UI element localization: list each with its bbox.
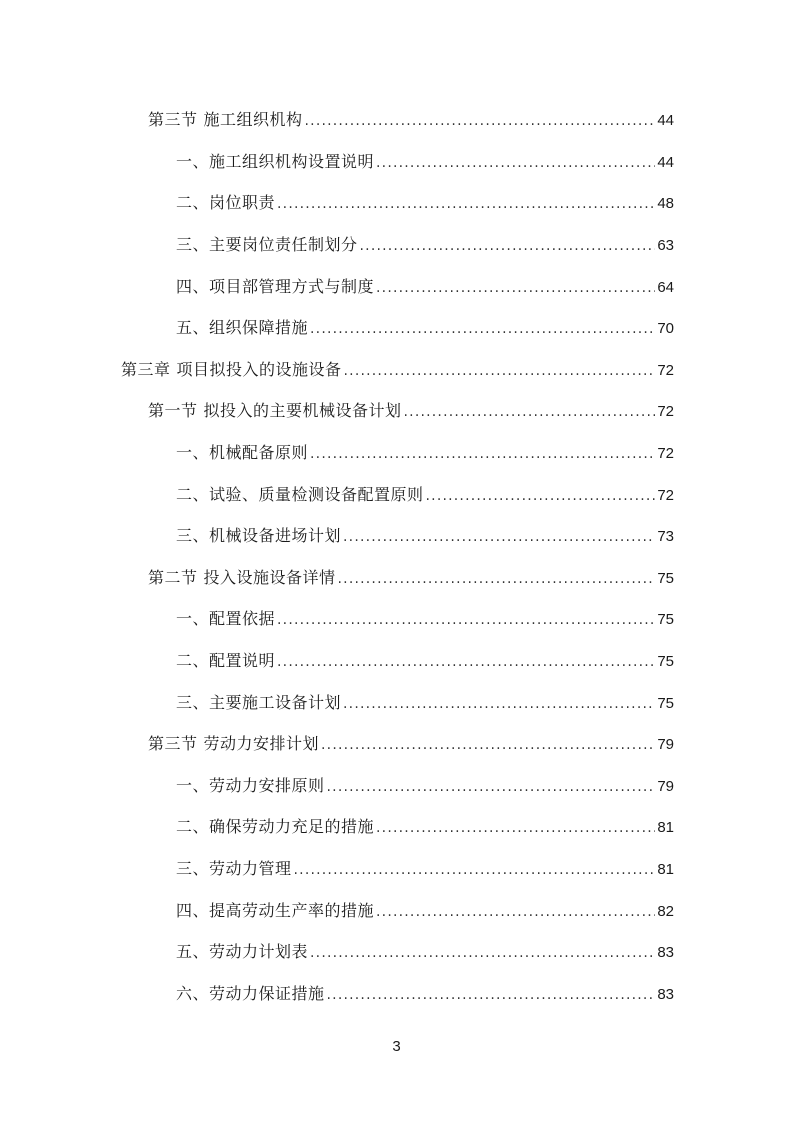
toc-entry-title: 五、组织保障措施	[176, 318, 309, 338]
toc-entry-page: 48	[657, 195, 674, 213]
toc-entry-page: 82	[657, 902, 674, 920]
toc-entry[interactable]	[0, 722, 793, 764]
dot-leader	[321, 737, 655, 753]
toc-entry-page: 72	[657, 486, 674, 504]
toc-entry-title: 六、劳动力保证措施	[176, 983, 325, 1003]
dot-leader	[277, 654, 655, 670]
toc-entry-page: 83	[657, 985, 674, 1003]
toc-entry-page: 44	[657, 112, 674, 130]
dot-leader	[327, 779, 656, 795]
toc-entry-page: 75	[657, 569, 674, 587]
toc-entry[interactable]	[0, 389, 793, 431]
dot-leader	[277, 196, 655, 212]
toc-entry-title: 三、主要施工设备计划	[176, 692, 342, 712]
toc-entry-title: 四、提高劳动生产率的措施	[176, 900, 375, 920]
toc-entry[interactable]	[0, 472, 793, 514]
toc-entry[interactable]	[0, 181, 793, 223]
toc-entry-title: 一、施工组织机构设置说明	[176, 151, 375, 171]
toc-entry-page: 73	[657, 528, 674, 546]
toc-entry-number: 第一节	[148, 401, 198, 421]
toc-entry-number: 第二节	[148, 567, 198, 587]
dot-leader	[360, 238, 656, 254]
toc-entry[interactable]	[0, 223, 793, 265]
toc-entry[interactable]	[0, 556, 793, 598]
toc-entry-page: 75	[657, 653, 674, 671]
dot-leader	[310, 321, 655, 337]
page-number: 3	[392, 1038, 401, 1055]
toc-entry-title: 二、配置说明	[176, 651, 276, 671]
toc-entry-page: 72	[657, 445, 674, 463]
toc-entry-title: 三、主要岗位责任制划分	[176, 235, 358, 255]
toc-entry-page: 72	[657, 361, 674, 379]
dot-leader	[344, 363, 656, 379]
toc-entry-page: 70	[657, 320, 674, 338]
toc-entry-title: 拟投入的主要机械设备计划	[203, 401, 402, 421]
toc-entry[interactable]	[0, 847, 793, 889]
toc-entry-number: 第三节	[148, 110, 198, 130]
toc-entry-title: 投入设施设备详情	[203, 567, 336, 587]
toc-entry-title: 一、配置依据	[176, 609, 276, 629]
toc-entry-title: 项目拟投入的设施设备	[176, 359, 342, 379]
toc-entry-page: 83	[657, 944, 674, 962]
toc-entry[interactable]	[0, 140, 793, 182]
toc-entry-page: 81	[657, 819, 674, 837]
toc-entry[interactable]	[0, 764, 793, 806]
dot-leader	[426, 488, 656, 504]
toc-entry[interactable]	[0, 348, 793, 390]
toc-entry-page: 79	[657, 736, 674, 754]
toc-entry-number: 第三节	[148, 734, 198, 754]
toc-entry[interactable]	[0, 306, 793, 348]
toc-entry-label	[148, 107, 303, 130]
dot-leader	[310, 446, 655, 462]
toc-entry-title: 三、劳动力管理	[176, 858, 292, 878]
dot-leader	[376, 904, 655, 920]
toc-entry-label	[148, 565, 336, 588]
toc-entry[interactable]	[0, 639, 793, 681]
toc-entry-label	[121, 357, 342, 380]
toc-entry-title: 五、劳动力计划表	[176, 942, 309, 962]
toc-entry-page: 44	[657, 153, 674, 171]
toc-entry[interactable]	[0, 805, 793, 847]
dot-leader	[376, 280, 655, 296]
toc-entry-label	[148, 398, 402, 421]
dot-leader	[327, 987, 656, 1003]
dot-leader	[376, 820, 655, 836]
toc-entry-title: 二、岗位职责	[176, 193, 276, 213]
toc-entry-number: 第三章	[121, 359, 171, 379]
toc-entry[interactable]	[0, 264, 793, 306]
toc-entry[interactable]	[0, 888, 793, 930]
toc-entry-title: 三、机械设备进场计划	[176, 526, 342, 546]
dot-leader	[343, 529, 655, 545]
toc-entry[interactable]	[0, 971, 793, 1013]
toc-entry-page: 81	[657, 860, 674, 878]
toc-entry[interactable]	[0, 597, 793, 639]
toc-entry-title: 施工组织机构	[203, 110, 303, 130]
toc-entry-page: 75	[657, 694, 674, 712]
toc-entry[interactable]	[0, 680, 793, 722]
toc-entry[interactable]	[0, 431, 793, 473]
dot-leader	[310, 945, 655, 961]
dot-leader	[294, 862, 656, 878]
toc-entry-page: 79	[657, 777, 674, 795]
toc-entry-page: 75	[657, 611, 674, 629]
dot-leader	[376, 155, 655, 171]
toc-entry-page: 72	[657, 403, 674, 421]
toc-entry-label	[148, 731, 319, 754]
table-of-contents	[0, 98, 793, 1013]
dot-leader	[338, 571, 656, 587]
toc-entry-title: 劳动力安排计划	[203, 734, 320, 754]
toc-entry-title: 一、机械配备原则	[176, 443, 309, 463]
dot-leader	[404, 404, 656, 420]
toc-entry-title: 一、劳动力安排原则	[176, 775, 325, 795]
toc-entry[interactable]	[0, 514, 793, 556]
toc-entry-title: 四、项目部管理方式与制度	[176, 276, 375, 296]
dot-leader	[277, 612, 655, 628]
toc-entry[interactable]	[0, 930, 793, 972]
dot-leader	[305, 113, 656, 129]
toc-entry-title: 二、确保劳动力充足的措施	[176, 817, 375, 837]
toc-entry-page: 64	[657, 278, 674, 296]
dot-leader	[343, 696, 655, 712]
toc-entry-page: 63	[657, 237, 674, 255]
toc-entry[interactable]	[0, 98, 793, 140]
toc-entry-title: 二、试验、质量检测设备配置原则	[176, 484, 424, 504]
